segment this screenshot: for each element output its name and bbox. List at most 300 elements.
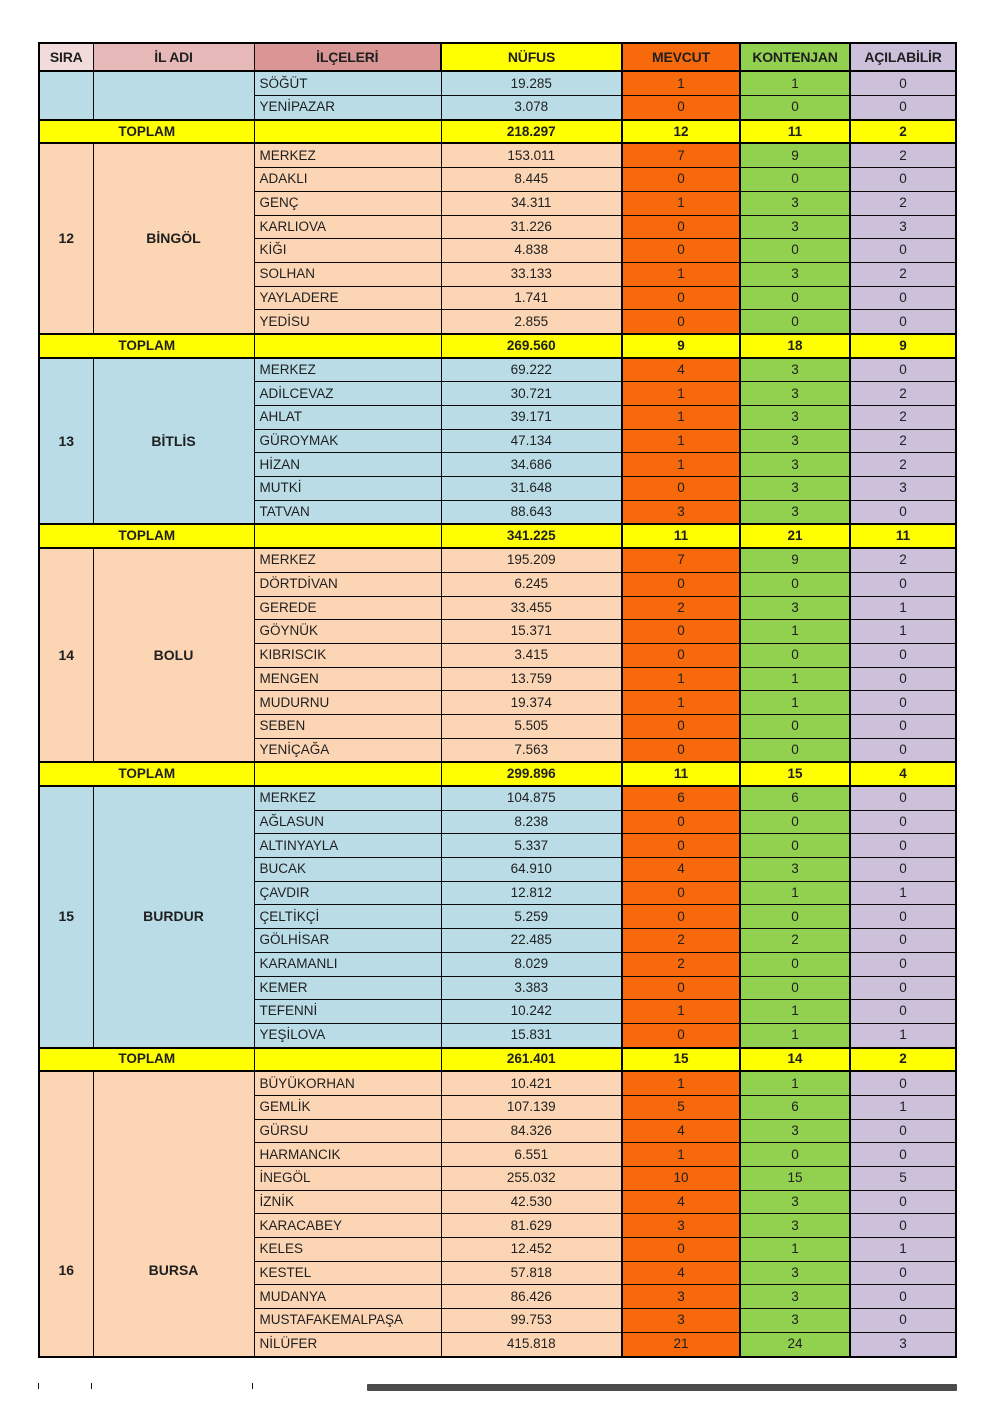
acilabilir-cell: 1 xyxy=(850,1238,956,1262)
toplam-kontenjan-cell: 14 xyxy=(740,1048,850,1072)
acilabilir-cell: 0 xyxy=(850,310,956,334)
district-name-cell: YENİPAZAR xyxy=(254,96,441,120)
population-cell: 69.222 xyxy=(441,358,622,382)
acilabilir-cell: 3 xyxy=(850,477,956,501)
mevcut-cell: 0 xyxy=(622,286,740,310)
mevcut-cell: 3 xyxy=(622,1214,740,1238)
kontenjan-cell: 3 xyxy=(740,1261,850,1285)
mevcut-cell: 0 xyxy=(622,714,740,738)
population-cell: 15.831 xyxy=(441,1023,622,1047)
toplam-label-cell: TOPLAM xyxy=(39,334,254,358)
kontenjan-cell: 0 xyxy=(740,738,850,762)
toplam-empty-cell xyxy=(254,1048,441,1072)
toplam-population-cell: 261.401 xyxy=(441,1048,622,1072)
acilabilir-cell: 0 xyxy=(850,572,956,596)
acilabilir-cell: 0 xyxy=(850,239,956,263)
district-row xyxy=(39,786,956,810)
district-name-cell: SÖĞÜT xyxy=(254,71,441,95)
population-cell: 12.812 xyxy=(441,881,622,905)
population-cell: 13.759 xyxy=(441,667,622,691)
kontenjan-cell: 3 xyxy=(740,477,850,501)
acilabilir-cell: 0 xyxy=(850,858,956,882)
kontenjan-cell: 3 xyxy=(740,453,850,477)
district-name-cell: KELES xyxy=(254,1238,441,1262)
acilabilir-cell: 2 xyxy=(850,191,956,215)
population-cell: 8.238 xyxy=(441,810,622,834)
acilabilir-cell: 0 xyxy=(850,1261,956,1285)
population-cell: 104.875 xyxy=(441,786,622,810)
toplam-acilabilir-cell: 2 xyxy=(850,120,956,144)
district-name-cell: HİZAN xyxy=(254,453,441,477)
district-name-cell: AHLAT xyxy=(254,406,441,430)
acilabilir-cell: 0 xyxy=(850,1143,956,1167)
district-name-cell: MUDURNU xyxy=(254,691,441,715)
district-name-cell: KESTEL xyxy=(254,1261,441,1285)
kontenjan-cell: 0 xyxy=(740,810,850,834)
kontenjan-cell: 3 xyxy=(740,429,850,453)
population-cell: 31.226 xyxy=(441,215,622,239)
kontenjan-cell: 0 xyxy=(740,1143,850,1167)
district-name-cell: GEMLİK xyxy=(254,1095,441,1119)
kontenjan-cell: 0 xyxy=(740,905,850,929)
population-cell: 30.721 xyxy=(441,382,622,406)
district-name-cell: MUSTAFAKEMALPAŞA xyxy=(254,1309,441,1333)
mevcut-cell: 21 xyxy=(622,1332,740,1356)
toplam-kontenjan-cell: 21 xyxy=(740,524,850,548)
mevcut-cell: 2 xyxy=(622,929,740,953)
mevcut-cell: 5 xyxy=(622,1095,740,1119)
district-name-cell: GEREDE xyxy=(254,596,441,620)
mevcut-cell: 7 xyxy=(622,143,740,167)
district-name-cell: AĞLASUN xyxy=(254,810,441,834)
district-name-cell: İNEGÖL xyxy=(254,1167,441,1191)
kontenjan-cell: 9 xyxy=(740,143,850,167)
kontenjan-cell: 1 xyxy=(740,881,850,905)
mevcut-cell: 1 xyxy=(622,667,740,691)
population-cell: 107.139 xyxy=(441,1095,622,1119)
il-adi-cell: BURDUR xyxy=(93,786,254,1048)
population-cell: 64.910 xyxy=(441,858,622,882)
mevcut-cell: 3 xyxy=(622,500,740,524)
population-cell: 415.818 xyxy=(441,1332,622,1356)
toplam-empty-cell xyxy=(254,334,441,358)
acilabilir-cell: 0 xyxy=(850,358,956,382)
kontenjan-cell: 0 xyxy=(740,239,850,263)
kontenjan-cell: 0 xyxy=(740,643,850,667)
kontenjan-cell: 1 xyxy=(740,1071,850,1095)
acilabilir-cell: 0 xyxy=(850,1214,956,1238)
toplam-mevcut-cell: 9 xyxy=(622,334,740,358)
toplam-label-cell: TOPLAM xyxy=(39,524,254,548)
mevcut-cell: 0 xyxy=(622,643,740,667)
toplam-kontenjan-cell: 11 xyxy=(740,120,850,144)
acilabilir-cell: 0 xyxy=(850,1071,956,1095)
toplam-population-cell: 269.560 xyxy=(441,334,622,358)
acilabilir-cell: 0 xyxy=(850,96,956,120)
mevcut-cell: 0 xyxy=(622,810,740,834)
mevcut-cell: 4 xyxy=(622,1261,740,1285)
acilabilir-cell: 0 xyxy=(850,1190,956,1214)
acilabilir-cell: 0 xyxy=(850,691,956,715)
mevcut-cell: 3 xyxy=(622,1285,740,1309)
kontenjan-cell: 3 xyxy=(740,858,850,882)
kontenjan-cell: 9 xyxy=(740,548,850,572)
population-cell: 22.485 xyxy=(441,929,622,953)
population-cell: 34.311 xyxy=(441,191,622,215)
acilabilir-cell: 0 xyxy=(850,929,956,953)
toplam-row xyxy=(39,120,956,144)
mevcut-cell: 0 xyxy=(622,477,740,501)
acilabilir-cell: 0 xyxy=(850,286,956,310)
toplam-label-cell: TOPLAM xyxy=(39,762,254,786)
district-name-cell: KARACABEY xyxy=(254,1214,441,1238)
acilabilir-cell: 0 xyxy=(850,168,956,192)
population-cell: 5.337 xyxy=(441,834,622,858)
population-cell: 8.445 xyxy=(441,168,622,192)
kontenjan-cell: 0 xyxy=(740,96,850,120)
kontenjan-cell: 0 xyxy=(740,572,850,596)
district-name-cell: MERKEZ xyxy=(254,358,441,382)
mevcut-cell: 1 xyxy=(622,691,740,715)
population-cell: 195.209 xyxy=(441,548,622,572)
acilabilir-cell: 0 xyxy=(850,976,956,1000)
mevcut-cell: 1 xyxy=(622,406,740,430)
population-cell: 5.259 xyxy=(441,905,622,929)
acilabilir-cell: 5 xyxy=(850,1167,956,1191)
toplam-acilabilir-cell: 2 xyxy=(850,1048,956,1072)
district-name-cell: MERKEZ xyxy=(254,143,441,167)
mevcut-cell: 0 xyxy=(622,239,740,263)
kontenjan-cell: 0 xyxy=(740,834,850,858)
sira-cell xyxy=(39,71,93,119)
district-name-cell: MUTKİ xyxy=(254,477,441,501)
mevcut-cell: 0 xyxy=(622,881,740,905)
kontenjan-cell: 0 xyxy=(740,976,850,1000)
acilabilir-cell: 0 xyxy=(850,1285,956,1309)
district-name-cell: GÜRSU xyxy=(254,1119,441,1143)
district-name-cell: KIBRISCIK xyxy=(254,643,441,667)
acilabilir-cell: 2 xyxy=(850,453,956,477)
toplam-mevcut-cell: 15 xyxy=(622,1048,740,1072)
acilabilir-cell: 2 xyxy=(850,406,956,430)
kontenjan-cell: 24 xyxy=(740,1332,850,1356)
population-cell: 19.285 xyxy=(441,71,622,95)
toplam-population-cell: 341.225 xyxy=(441,524,622,548)
toplam-empty-cell xyxy=(254,524,441,548)
mevcut-cell: 4 xyxy=(622,358,740,382)
toplam-mevcut-cell: 11 xyxy=(622,762,740,786)
district-name-cell: MENGEN xyxy=(254,667,441,691)
il-adi-cell xyxy=(93,71,254,119)
population-cell: 8.029 xyxy=(441,952,622,976)
population-cell: 255.032 xyxy=(441,1167,622,1191)
mevcut-cell: 1 xyxy=(622,1071,740,1095)
kontenjan-cell: 1 xyxy=(740,691,850,715)
kontenjan-cell: 0 xyxy=(740,168,850,192)
population-cell: 99.753 xyxy=(441,1309,622,1333)
toplam-empty-cell xyxy=(254,762,441,786)
toplam-acilabilir-cell: 9 xyxy=(850,334,956,358)
mevcut-cell: 0 xyxy=(622,572,740,596)
mevcut-cell: 0 xyxy=(622,976,740,1000)
acilabilir-cell: 0 xyxy=(850,738,956,762)
mevcut-cell: 0 xyxy=(622,620,740,644)
population-cell: 86.426 xyxy=(441,1285,622,1309)
population-cell: 4.838 xyxy=(441,239,622,263)
kontenjan-cell: 1 xyxy=(740,71,850,95)
mevcut-cell: 0 xyxy=(622,310,740,334)
kontenjan-cell: 1 xyxy=(740,1000,850,1024)
mevcut-cell: 1 xyxy=(622,1000,740,1024)
acilabilir-cell: 0 xyxy=(850,714,956,738)
district-name-cell: KARLIOVA xyxy=(254,215,441,239)
kontenjan-cell: 1 xyxy=(740,620,850,644)
sira-cell: 13 xyxy=(39,358,93,525)
district-name-cell: BUCAK xyxy=(254,858,441,882)
mevcut-cell: 2 xyxy=(622,952,740,976)
toplam-mevcut-cell: 11 xyxy=(622,524,740,548)
acilabilir-cell: 0 xyxy=(850,1119,956,1143)
mevcut-cell: 4 xyxy=(622,1119,740,1143)
population-cell: 153.011 xyxy=(441,143,622,167)
acilabilir-cell: 0 xyxy=(850,667,956,691)
population-cell: 33.455 xyxy=(441,596,622,620)
cut-off-il-cell xyxy=(91,1383,253,1389)
mevcut-cell: 0 xyxy=(622,905,740,929)
mevcut-cell: 4 xyxy=(622,858,740,882)
district-row xyxy=(39,548,956,572)
population-cell: 84.326 xyxy=(441,1119,622,1143)
population-cell: 33.133 xyxy=(441,262,622,286)
toplam-row xyxy=(39,524,956,548)
district-name-cell: GÖLHİSAR xyxy=(254,929,441,953)
acilabilir-cell: 0 xyxy=(850,71,956,95)
district-name-cell: İZNİK xyxy=(254,1190,441,1214)
population-cell: 6.551 xyxy=(441,1143,622,1167)
population-cell: 47.134 xyxy=(441,429,622,453)
kontenjan-cell: 0 xyxy=(740,714,850,738)
header-row xyxy=(39,43,956,71)
district-name-cell: GENÇ xyxy=(254,191,441,215)
il-adi-cell: BOLU xyxy=(93,548,254,762)
mevcut-cell: 0 xyxy=(622,168,740,192)
population-cell: 2.855 xyxy=(441,310,622,334)
mevcut-cell: 0 xyxy=(622,96,740,120)
population-cell: 15.371 xyxy=(441,620,622,644)
mevcut-cell: 1 xyxy=(622,1143,740,1167)
acilabilir-cell: 0 xyxy=(850,834,956,858)
district-name-cell: BÜYÜKORHAN xyxy=(254,1071,441,1095)
acilabilir-cell: 2 xyxy=(850,382,956,406)
mevcut-cell: 0 xyxy=(622,834,740,858)
kontenjan-cell: 2 xyxy=(740,929,850,953)
population-cell: 5.505 xyxy=(441,714,622,738)
district-name-cell: NİLÜFER xyxy=(254,1332,441,1356)
district-name-cell: SOLHAN xyxy=(254,262,441,286)
district-name-cell: YEDİSU xyxy=(254,310,441,334)
district-name-cell: MERKEZ xyxy=(254,786,441,810)
acilabilir-cell: 3 xyxy=(850,215,956,239)
district-name-cell: ÇELTİKÇİ xyxy=(254,905,441,929)
acilabilir-cell: 1 xyxy=(850,1095,956,1119)
mevcut-cell: 4 xyxy=(622,1190,740,1214)
mevcut-cell: 1 xyxy=(622,429,740,453)
acilabilir-cell: 0 xyxy=(850,1000,956,1024)
population-cell: 1.741 xyxy=(441,286,622,310)
acilabilir-cell: 2 xyxy=(850,143,956,167)
district-row xyxy=(39,71,956,95)
acilabilir-cell: 1 xyxy=(850,1023,956,1047)
district-name-cell: YENİÇAĞA xyxy=(254,738,441,762)
toplam-kontenjan-cell: 18 xyxy=(740,334,850,358)
acilabilir-cell: 0 xyxy=(850,952,956,976)
mevcut-cell: 0 xyxy=(622,215,740,239)
population-cell: 3.383 xyxy=(441,976,622,1000)
kontenjan-cell: 1 xyxy=(740,1023,850,1047)
district-name-cell: GÜROYMAK xyxy=(254,429,441,453)
acilabilir-cell: 0 xyxy=(850,810,956,834)
district-name-cell: YAYLADERE xyxy=(254,286,441,310)
kontenjan-cell: 3 xyxy=(740,1285,850,1309)
province-district-quota-table xyxy=(38,42,957,1358)
kontenjan-cell: 0 xyxy=(740,310,850,334)
mevcut-cell: 3 xyxy=(622,1309,740,1333)
population-cell: 3.415 xyxy=(441,643,622,667)
district-name-cell: KARAMANLI xyxy=(254,952,441,976)
mevcut-cell: 1 xyxy=(622,453,740,477)
kontenjan-cell: 3 xyxy=(740,1119,850,1143)
mevcut-cell: 6 xyxy=(622,786,740,810)
column-header-ilceleri: İLÇELERİ xyxy=(254,43,441,71)
district-name-cell: DÖRTDİVAN xyxy=(254,572,441,596)
kontenjan-cell: 3 xyxy=(740,1190,850,1214)
mevcut-cell: 1 xyxy=(622,262,740,286)
column-header-sira: SIRA xyxy=(39,43,93,71)
toplam-acilabilir-cell: 4 xyxy=(850,762,956,786)
kontenjan-cell: 6 xyxy=(740,1095,850,1119)
kontenjan-cell: 1 xyxy=(740,667,850,691)
toplam-population-cell: 299.896 xyxy=(441,762,622,786)
district-row xyxy=(39,358,956,382)
cut-off-sira-cell xyxy=(38,1383,92,1389)
acilabilir-cell: 2 xyxy=(850,429,956,453)
population-cell: 19.374 xyxy=(441,691,622,715)
toplam-label-cell: TOPLAM xyxy=(39,120,254,144)
kontenjan-cell: 3 xyxy=(740,382,850,406)
district-row xyxy=(39,143,956,167)
population-cell: 12.452 xyxy=(441,1238,622,1262)
population-cell: 6.245 xyxy=(441,572,622,596)
acilabilir-cell: 1 xyxy=(850,596,956,620)
kontenjan-cell: 15 xyxy=(740,1167,850,1191)
district-name-cell: SEBEN xyxy=(254,714,441,738)
kontenjan-cell: 0 xyxy=(740,952,850,976)
mevcut-cell: 1 xyxy=(622,71,740,95)
district-name-cell: HARMANCIK xyxy=(254,1143,441,1167)
il-adi-cell: BİNGÖL xyxy=(93,143,254,334)
kontenjan-cell: 3 xyxy=(740,191,850,215)
acilabilir-cell: 0 xyxy=(850,1309,956,1333)
mevcut-cell: 0 xyxy=(622,1023,740,1047)
toplam-kontenjan-cell: 15 xyxy=(740,762,850,786)
acilabilir-cell: 0 xyxy=(850,786,956,810)
population-cell: 81.629 xyxy=(441,1214,622,1238)
population-cell: 57.818 xyxy=(441,1261,622,1285)
acilabilir-cell: 2 xyxy=(850,548,956,572)
kontenjan-cell: 3 xyxy=(740,1309,850,1333)
toplam-row xyxy=(39,1048,956,1072)
population-cell: 10.421 xyxy=(441,1071,622,1095)
population-cell: 3.078 xyxy=(441,96,622,120)
il-adi-cell: BURSA xyxy=(93,1071,254,1356)
population-cell: 31.648 xyxy=(441,477,622,501)
column-header-kontenjan: KONTENJAN xyxy=(740,43,850,71)
district-name-cell: TEFENNİ xyxy=(254,1000,441,1024)
sira-cell: 14 xyxy=(39,548,93,762)
mevcut-cell: 0 xyxy=(622,738,740,762)
kontenjan-cell: 3 xyxy=(740,596,850,620)
toplam-row xyxy=(39,762,956,786)
district-name-cell: GÖYNÜK xyxy=(254,620,441,644)
toplam-label-cell: TOPLAM xyxy=(39,1048,254,1072)
kontenjan-cell: 3 xyxy=(740,406,850,430)
il-adi-cell: BİTLİS xyxy=(93,358,254,525)
district-name-cell: ADAKLI xyxy=(254,168,441,192)
kontenjan-cell: 0 xyxy=(740,286,850,310)
population-cell: 88.643 xyxy=(441,500,622,524)
district-name-cell: ÇAVDIR xyxy=(254,881,441,905)
district-name-cell: ADİLCEVAZ xyxy=(254,382,441,406)
district-name-cell: MUDANYA xyxy=(254,1285,441,1309)
district-name-cell: ALTINYAYLA xyxy=(254,834,441,858)
sira-cell: 16 xyxy=(39,1071,93,1356)
toplam-mevcut-cell: 12 xyxy=(622,120,740,144)
mevcut-cell: 1 xyxy=(622,382,740,406)
population-cell: 10.242 xyxy=(441,1000,622,1024)
toplam-population-cell: 218.297 xyxy=(441,120,622,144)
column-header-il-adi: İL ADI xyxy=(93,43,254,71)
column-header-mevcut: MEVCUT xyxy=(622,43,740,71)
kontenjan-cell: 3 xyxy=(740,500,850,524)
toplam-row xyxy=(39,334,956,358)
population-cell: 39.171 xyxy=(441,406,622,430)
sira-cell: 12 xyxy=(39,143,93,334)
toplam-empty-cell xyxy=(254,120,441,144)
acilabilir-cell: 0 xyxy=(850,643,956,667)
kontenjan-cell: 1 xyxy=(740,1238,850,1262)
kontenjan-cell: 3 xyxy=(740,262,850,286)
mevcut-cell: 7 xyxy=(622,548,740,572)
page-bottom-shadow xyxy=(367,1384,957,1391)
mevcut-cell: 1 xyxy=(622,191,740,215)
acilabilir-cell: 0 xyxy=(850,500,956,524)
sira-cell: 15 xyxy=(39,786,93,1048)
kontenjan-cell: 3 xyxy=(740,1214,850,1238)
acilabilir-cell: 0 xyxy=(850,905,956,929)
population-cell: 34.686 xyxy=(441,453,622,477)
district-name-cell: MERKEZ xyxy=(254,548,441,572)
mevcut-cell: 0 xyxy=(622,1238,740,1262)
population-cell: 7.563 xyxy=(441,738,622,762)
mevcut-cell: 2 xyxy=(622,596,740,620)
district-row xyxy=(39,1071,956,1095)
toplam-acilabilir-cell: 11 xyxy=(850,524,956,548)
acilabilir-cell: 2 xyxy=(850,262,956,286)
mevcut-cell: 10 xyxy=(622,1167,740,1191)
district-name-cell: KEMER xyxy=(254,976,441,1000)
kontenjan-cell: 3 xyxy=(740,358,850,382)
population-cell: 42.530 xyxy=(441,1190,622,1214)
